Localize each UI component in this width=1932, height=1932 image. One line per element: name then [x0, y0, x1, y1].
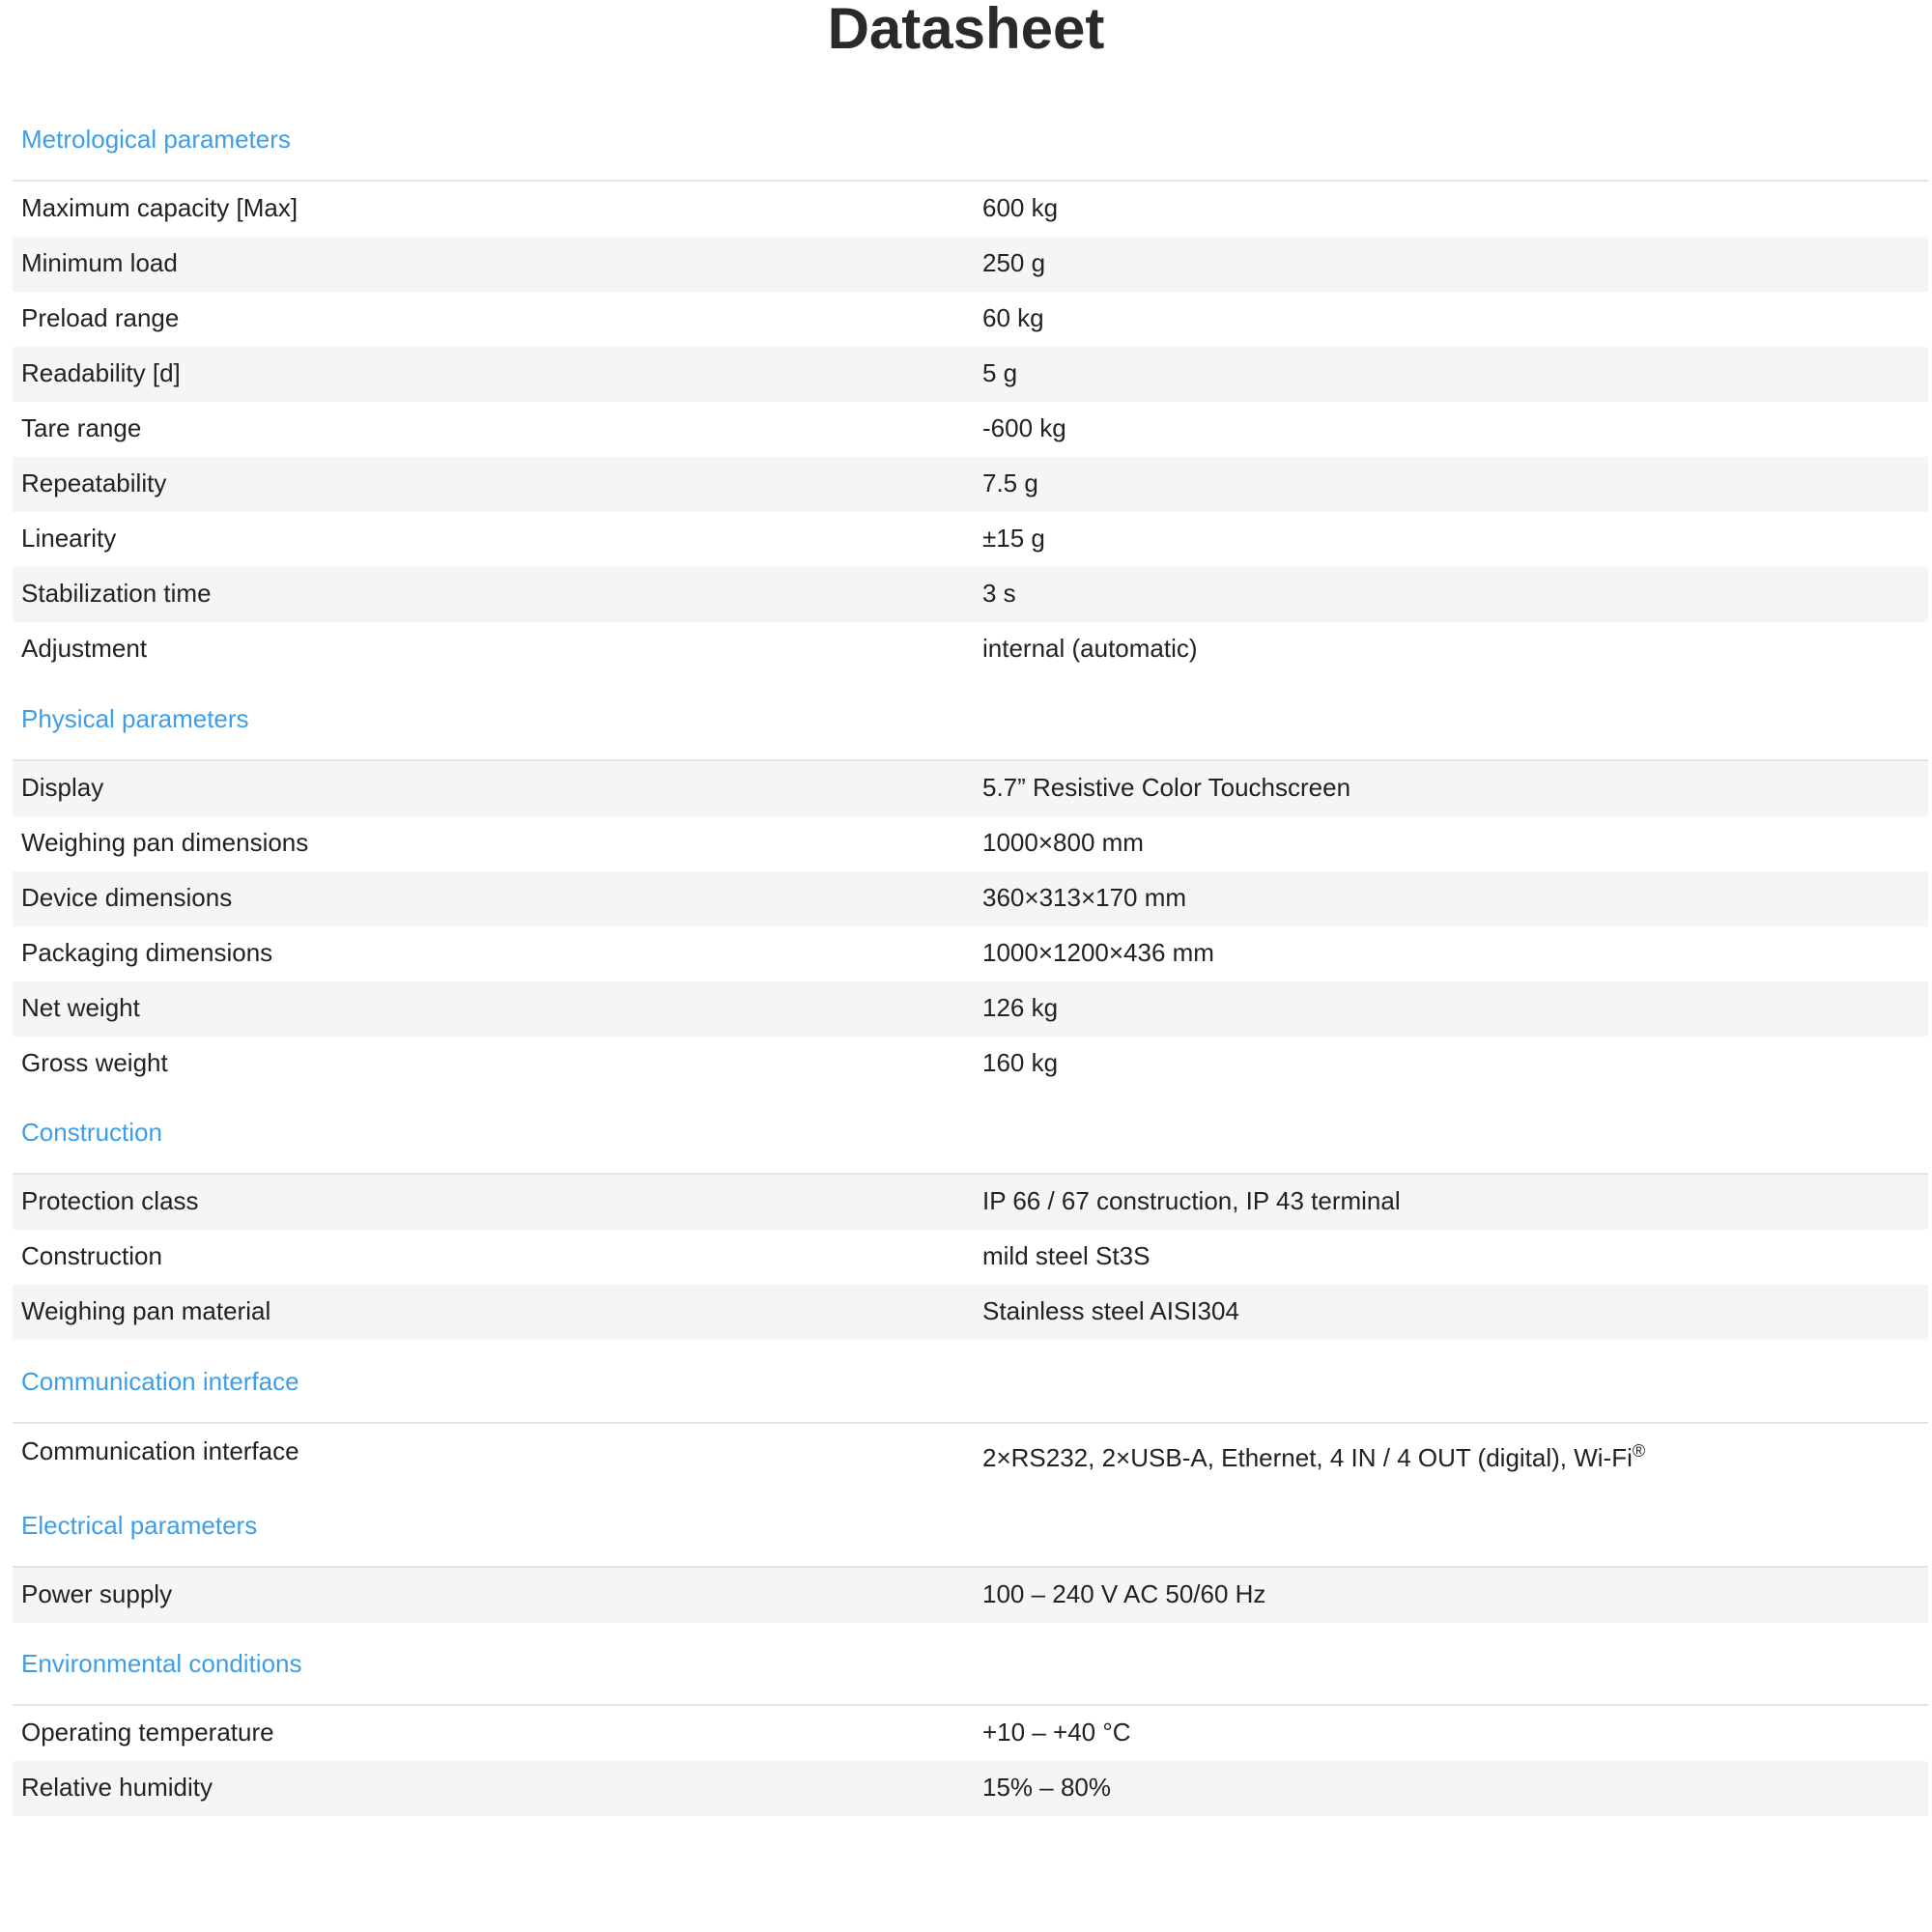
row-value: -600 kg: [982, 413, 1066, 442]
row-value: 1000×1200×436 mm: [982, 938, 1214, 967]
row-label: Preload range: [21, 303, 180, 332]
section-title-construction: Construction: [21, 1118, 162, 1147]
row-label: Construction: [21, 1241, 162, 1270]
row-label: Protection class: [21, 1186, 199, 1215]
row-label: Communication interface: [21, 1436, 299, 1465]
row-label: Readability [d]: [21, 358, 181, 387]
row-label: Stabilization time: [21, 579, 212, 608]
row-label: Net weight: [21, 993, 140, 1022]
table-row: [13, 402, 1928, 457]
row-value: 250 g: [982, 248, 1046, 277]
section-title-metrological: Metrological parameters: [21, 125, 291, 154]
table-row: [13, 237, 1928, 292]
row-value: 100 – 240 V AC 50/60 Hz: [982, 1579, 1266, 1608]
row-label: Operating temperature: [21, 1718, 274, 1747]
table-row: [13, 512, 1928, 567]
row-value: Stainless steel AISI304: [982, 1296, 1239, 1325]
table-row: [13, 347, 1928, 402]
row-label: Packaging dimensions: [21, 938, 273, 967]
row-value: 360×313×170 mm: [982, 883, 1187, 912]
row-value: mild steel St3S: [982, 1241, 1151, 1270]
row-value: 60 kg: [982, 303, 1044, 332]
row-value: 15% – 80%: [982, 1773, 1111, 1802]
row-value: 5 g: [982, 358, 1018, 387]
row-value: 3 s: [982, 579, 1016, 608]
row-value: internal (automatic): [982, 634, 1198, 663]
row-label: Display: [21, 773, 104, 802]
row-value: 600 kg: [982, 193, 1059, 222]
table-row: [13, 816, 1928, 871]
row-label: Adjustment: [21, 634, 148, 663]
row-label: Weighing pan dimensions: [21, 828, 309, 857]
table-row: [13, 871, 1928, 926]
section-title-electrical: Electrical parameters: [21, 1511, 258, 1540]
row-value: ±15 g: [982, 524, 1045, 553]
table-row: [13, 1230, 1928, 1285]
row-label: Repeatability: [21, 469, 167, 497]
table-row: [13, 1568, 1928, 1623]
row-value: 7.5 g: [982, 469, 1038, 497]
row-value: 1000×800 mm: [982, 828, 1144, 857]
table-row: [13, 1285, 1928, 1340]
row-value-text: 2×RS232, 2×USB-A, Ethernet, 4 IN / 4 OUT (digital), Wi-Fi: [982, 1443, 1633, 1472]
row-value: IP 66 / 67 construction, IP 43 terminal: [982, 1186, 1401, 1215]
table-row: [13, 1706, 1928, 1761]
table-row: [13, 622, 1928, 677]
table-row: [13, 1037, 1928, 1092]
row-value: 160 kg: [982, 1048, 1059, 1077]
row-label: Gross weight: [21, 1048, 168, 1077]
section-title-physical: Physical parameters: [21, 704, 249, 733]
table-row: [13, 567, 1928, 622]
row-value: +10 – +40 °C: [982, 1718, 1131, 1747]
table-row: [13, 1424, 1928, 1486]
row-label: Relative humidity: [21, 1773, 213, 1802]
row-label: Weighing pan material: [21, 1296, 271, 1325]
row-label: Linearity: [21, 524, 117, 553]
row-value: [982, 1443, 1645, 1472]
row-label: Tare range: [21, 413, 142, 442]
registered-mark: ®: [1632, 1441, 1646, 1461]
row-label: Power supply: [21, 1579, 173, 1608]
row-label: Device dimensions: [21, 883, 233, 912]
table-row: [13, 182, 1928, 237]
section-title-environmental: Environmental conditions: [21, 1649, 302, 1678]
page-title: Datasheet: [827, 0, 1105, 61]
row-value: 5.7” Resistive Color Touchscreen: [982, 773, 1351, 802]
table-row: [13, 1761, 1928, 1816]
table-row: [13, 926, 1928, 981]
table-row: [13, 1175, 1928, 1230]
section-title-communication: Communication interface: [21, 1367, 299, 1396]
table-row: [13, 761, 1928, 816]
table-row: [13, 457, 1928, 512]
row-value: 126 kg: [982, 993, 1059, 1022]
row-label: Maximum capacity [Max]: [21, 193, 298, 222]
table-row: [13, 981, 1928, 1037]
table-row: [13, 292, 1928, 347]
row-label: Minimum load: [21, 248, 178, 277]
